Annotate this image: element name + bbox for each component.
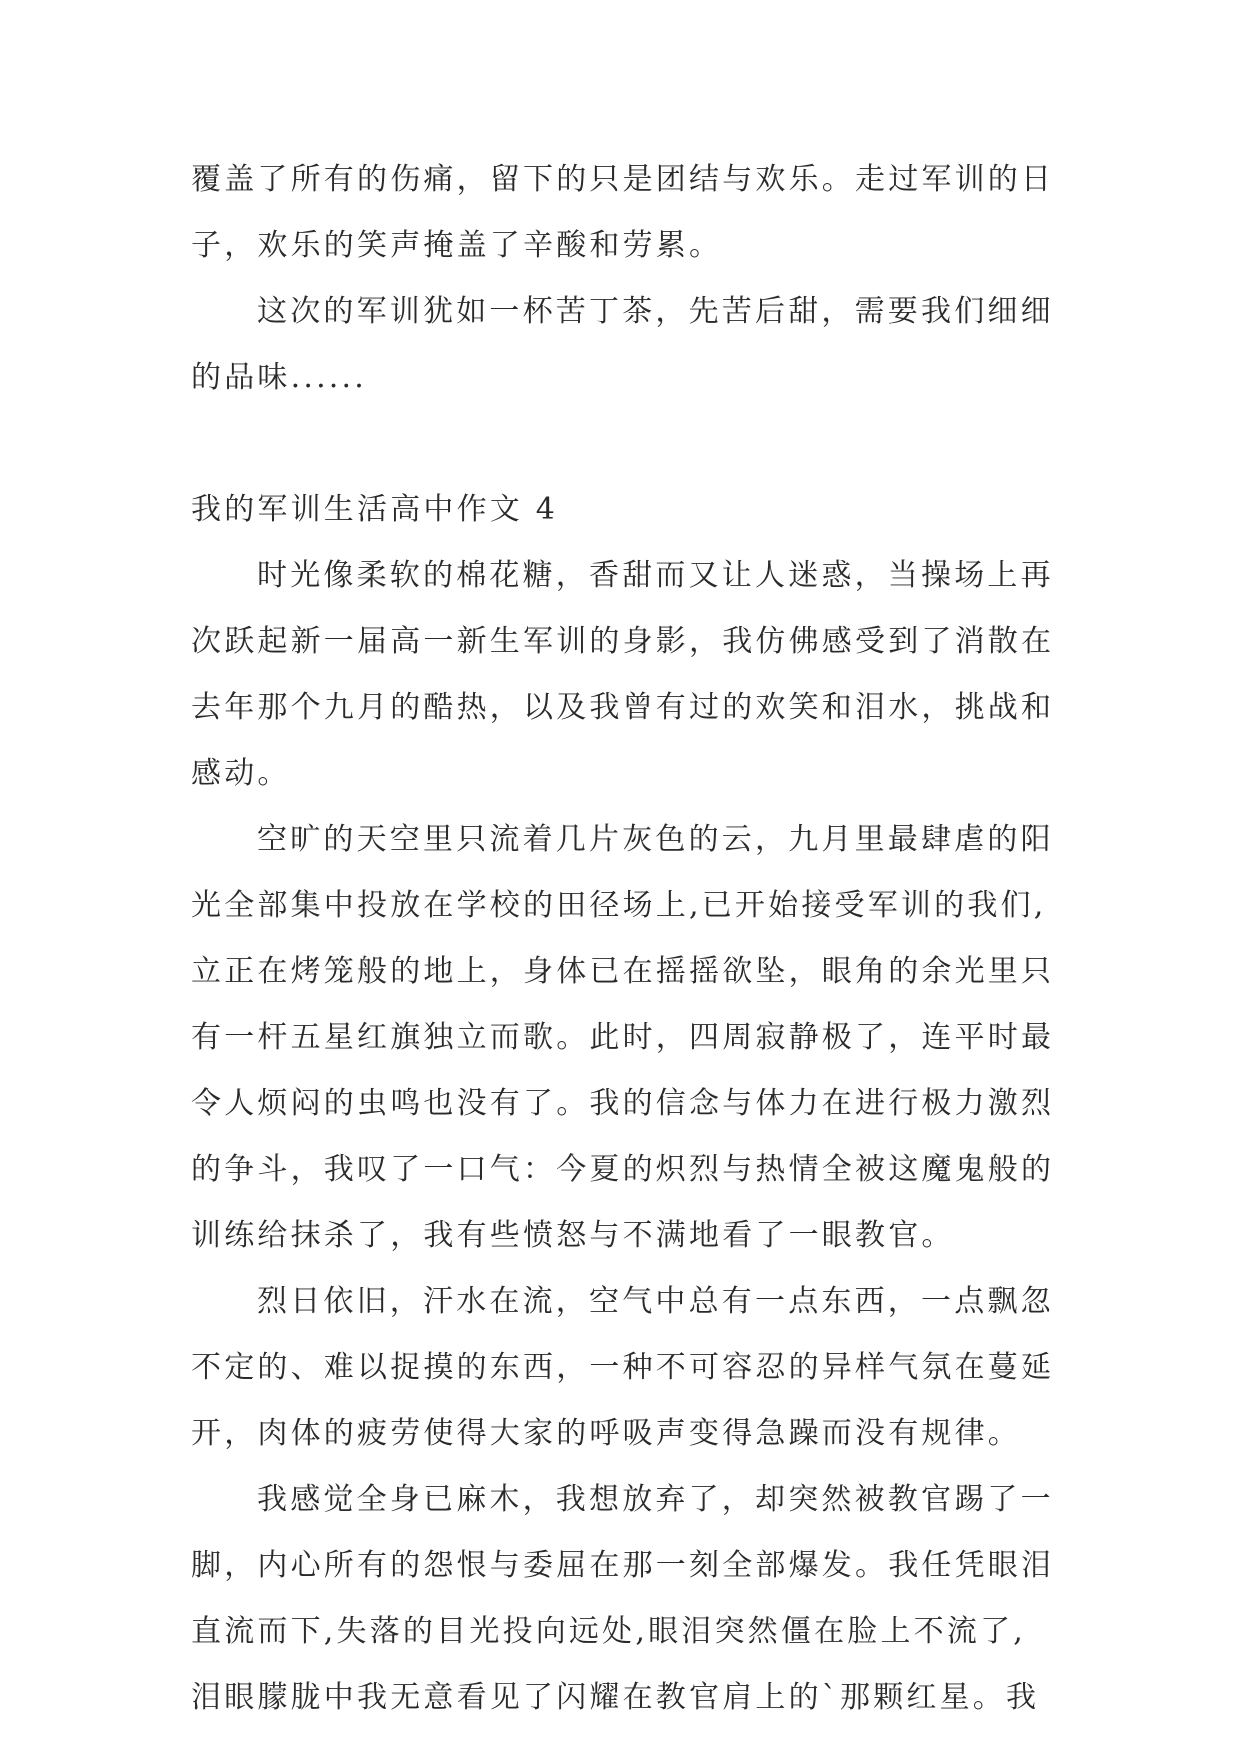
paragraph [191, 279, 1054, 411]
paragraph-line: 这次的军训犹如一杯苦丁茶，先苦后甜，需要我们细细 [257, 294, 1054, 329]
paragraph-line: 开，肉体的疲劳使得大家的呼吸声变得急躁而没有规律。 [191, 1416, 1021, 1451]
paragraph-line: 子，欢乐的笑声掩盖了辛酸和劳累。 [191, 228, 723, 263]
paragraph-line: 立正在烤笼般的地上，身体已在摇摇欲坠，眼角的余光里只 [191, 954, 1055, 989]
paragraph-line: 我感觉全身已麻木，我想放弃了，却突然被教官踢了一 [257, 1482, 1054, 1517]
paragraph [191, 543, 1055, 807]
paragraph-line: 的品味...... [191, 360, 368, 395]
paragraph [191, 1467, 1055, 1731]
paragraph-line: 不定的、难以捉摸的东西，一种不可容忍的异样气氛在蔓延 [191, 1350, 1055, 1385]
paragraph [191, 807, 1055, 1269]
paragraph-line: 训练给抹杀了，我有些愤怒与不满地看了一眼教官。 [191, 1218, 955, 1253]
paragraph-line: 令人烦闷的虫鸣也没有了。我的信念与体力在进行极力激烈 [191, 1086, 1055, 1121]
paragraph-line: 时光像柔软的棉花糖，香甜而又让人迷惑，当操场上再 [257, 558, 1054, 593]
paragraph-line: 感动。 [191, 756, 291, 791]
paragraph-line: 光全部集中投放在学校的田径场上,已开始接受军训的我们, [191, 888, 1047, 923]
paragraph-line: 有一杆五星红旗独立而歌。此时，四周寂静极了，连平时最 [191, 1020, 1055, 1055]
paragraph [191, 1269, 1055, 1467]
paragraph [191, 147, 1055, 279]
paragraph-line: 泪眼朦胧中我无意看见了闪耀在教官肩上的`那颗红星。我 [191, 1680, 1040, 1715]
document-body [191, 147, 1055, 1731]
paragraph-line: 去年那个九月的酷热，以及我曾有过的欢笑和泪水，挑战和 [191, 690, 1055, 725]
paragraph-line: 次跃起新一届高一新生军训的身影，我仿佛感受到了消散在 [191, 624, 1055, 659]
paragraph-line: 的争斗，我叹了一口气：今夏的炽烈与热情全被这魔鬼般的 [191, 1152, 1055, 1187]
paragraph-line: 烈日依旧，汗水在流，空气中总有一点东西，一点飘忽 [257, 1284, 1054, 1319]
section-heading: 我的军训生活高中作文 4 [191, 492, 559, 527]
paragraph-line: 脚，内心所有的怨恨与委屈在那一刻全部爆发。我任凭眼泪 [191, 1548, 1055, 1583]
paragraph-line: 直流而下,失落的目光投向远处,眼泪突然僵在脸上不流了, [191, 1614, 1027, 1649]
paragraph-line: 覆盖了所有的伤痛，留下的只是团结与欢乐。走过军训的日 [191, 162, 1055, 197]
paragraph-line: 空旷的天空里只流着几片灰色的云，九月里最肆虐的阳 [257, 822, 1054, 857]
